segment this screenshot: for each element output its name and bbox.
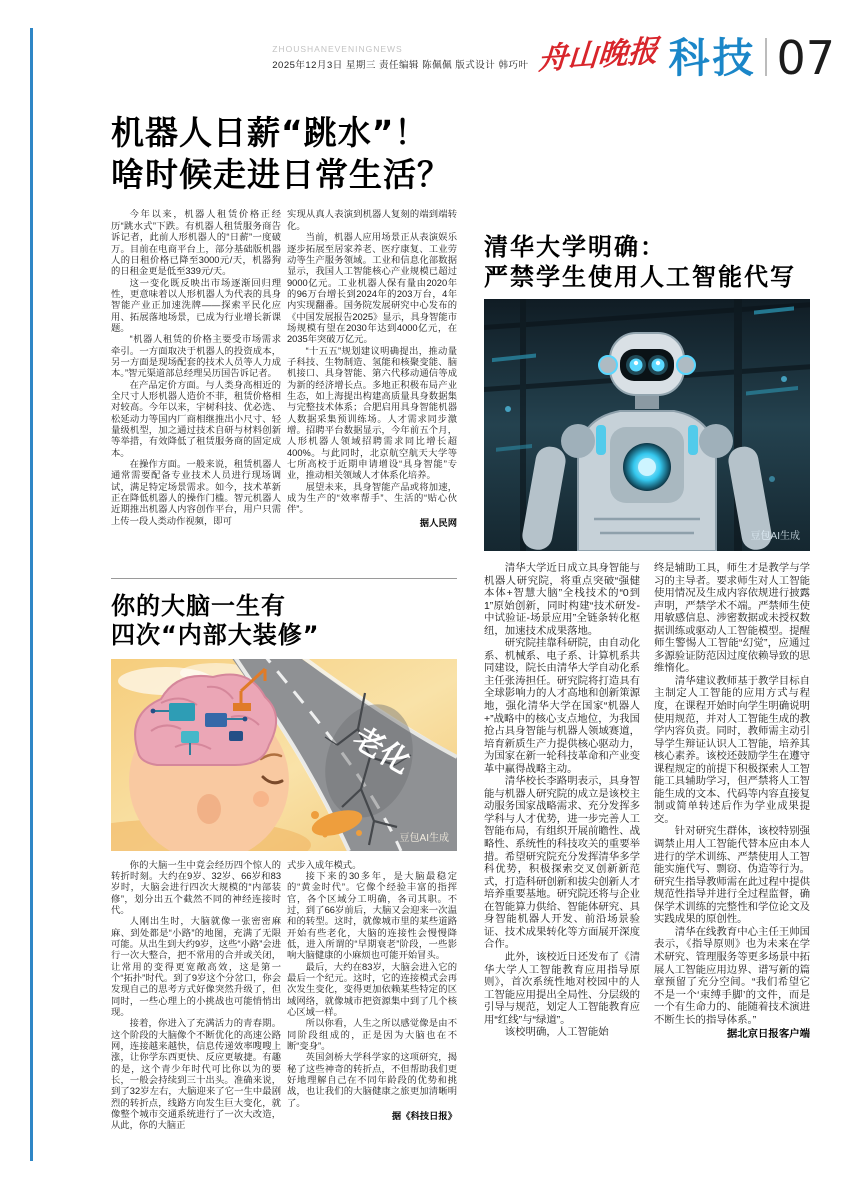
headline-line-2: 严禁学生使用人工智能代写	[484, 263, 796, 291]
page-number-divider	[765, 38, 767, 76]
ear	[197, 794, 221, 824]
paragraph: 终是辅助工具，师生才是教学与学习的主导者。要求师生对人工智能使用情况及生成内容依规进行披露声明，严禁学术不端。严禁师生使用敏感信息、涉密数据或未授权数据训练或驱动人工智能模型。提醒师生警惕人工智能“幻觉”，应通过多源验证防范因过度依赖导致的思维惰化。	[654, 563, 810, 675]
paragraph: “十五五”规划建议明确提出，推动量子科技、生物制造、氢能和核聚变能、脑机接口、具身智能、第六代移动通信等成为新的经济增长点。多地正积极布局产业生态，如上海提出构建高质量具身数据集与完整技术体系；合肥启用具身智能机器人数据采集预训练场。人才需求同步激增。招聘平台数据显示，今年前五个月，人形机器人领域招聘需求同比增长超400%。与此同时，北京航空航天大学等七所高校于近期申请增设“具身智能”专业，推动相关领域人才体系化培养。	[287, 345, 457, 481]
brain-illustration	[111, 659, 457, 851]
article-tsinghua-ai-ban	[484, 232, 810, 1042]
robot-ear-pod	[599, 356, 617, 374]
paragraph: 清华建议教师基于教学目标自主制定人工智能的应用方式与程度，在课程开始时向学生明确说明使用规范，并对人工智能生成的教学内容负责。同时，教师需主动引导学生辩证认识人工智能，培养其核心素养。该校还鼓励学生在遵守课程规定的前提下积极探索人工智能工具辅助学习，但严禁将人工智能生成的文本、代码等内容直接复制或简单转述后作为学业成果提交。	[654, 675, 810, 825]
paragraph: 在操作方面。一般来说，租赁机器人通常需要配备专业技术人员进行现场调试，满足特定场景需求。如今，技术革新正在降低机器人的操作门槛。智元机器人近期推出机器人内容创作平台，用户只需上传一段人类动作视频，即可	[111, 459, 281, 526]
page-header	[272, 30, 835, 85]
robot-eye-highlight	[634, 361, 638, 365]
ai-generated-caption: 豆包AI生成	[750, 531, 800, 542]
paragraph: 针对研究生群体，该校特别强调禁止用人工智能代替本应由本人进行的学术训练、严禁使用人工智能实施代写、剽窃、伪造等行为。研究生指导教师需在此过程中提供规范性指导并进行全过程监督，确保学术训练的完整性和学位论文及实践成果的原创性。	[654, 826, 810, 926]
body-column-2	[654, 563, 810, 1042]
article-robot-rental-headline	[111, 112, 457, 196]
headline-line-2: 四次“内部大装修”	[111, 621, 320, 650]
paragraph: 清华在线教育中心主任王帅国表示，《指导原则》也为未来在学术研究、管理服务等更多场景中拓展人工智能应用边界、谱写新的篇章预留了充分空间。“我们希望它不是一个‘束缚手脚’的文件，而是一个有生命力的、能随着技术演进不断生长的指导体系。”	[654, 926, 810, 1026]
paragraph: 所以你看，人生之所以感觉像是由不同阶段组成的，正是因为大脑也在不断“变身”。	[287, 1018, 457, 1052]
headline-line-2: 啥时候走进日常生活？	[111, 155, 451, 195]
paragraph: 在产品定价方面。与人类身高相近的全尺寸人形机器人造价不菲，租赁价格相对较高。今年以来，宇树科技、优必选、松延动力等国内厂商相继推出小尺寸、轻量级机型，加之通过技术自研与材料创新等举措，有效降低了租赁服务商的固定成本。	[111, 379, 281, 458]
robot-photo-illustration	[484, 299, 810, 551]
body-column-1	[111, 860, 281, 1132]
body-column-2	[287, 860, 457, 1132]
paragraph: 实现从真人表演到机器人复刻的端到端转化。	[287, 209, 457, 231]
paragraph: 式步入成年模式。	[287, 859, 362, 870]
paragraph: 研究院挂靠科研院，由自动化系、机械系、电子系、计算机系共同建设，院长由清华大学自动化系主任张涛担任。研究院将打造具有全球影响力的人才高地和创新策源地，强化清华大学在国家“机器人+”战略中的核心支点地位，为我国抢占具身智能与机器人领域赛道，培育新质生产力提供核心驱动力，为国家在新一轮科技革命和产业变革中赢得战略主动。	[484, 638, 640, 775]
headline-line-1: 你的大脑一生有	[111, 592, 286, 620]
header-meta	[272, 44, 528, 78]
paragraph: 英国剑桥大学科学家的这项研究，揭秘了这些神奇的转折点，不但帮助我们更好地理解自己在不同年龄段的优势和挑战，也让我们的大脑健康之旅更加清晰明了。	[287, 1052, 457, 1108]
paragraph: 你的大脑一生中竟会经历四个惊人的转折时刻。大约在9岁、32岁、66岁和83岁时，大脑会进行四次大规模的“内部装修”，划分出五个截然不同的神经连接时代。	[111, 859, 281, 915]
robot-eye-highlight	[656, 361, 660, 365]
ai-generated-caption: 豆包AI生成	[399, 832, 449, 844]
article-body	[111, 860, 457, 1132]
section-title: 科技	[668, 35, 757, 82]
article-tsinghua-headline	[484, 232, 810, 292]
paragraph: 清华大学近日成立具身智能与机器人研究院，将重点突破“强健本体+智慧大脑”全栈技术的“0到1”原始创新，同时构建“技术研发-中试验证-场景应用”全链条转化枢纽，加速技术成果落地。	[484, 563, 640, 637]
headline-line-1: 清华大学明确：	[484, 233, 666, 261]
paragraph: 当前，机器人应用场景正从表演娱乐逐步拓展至居家养老、医疗康复、工业劳动等生产服务领域。工业和信息化部数据显示，我国人工智能核心产业规模已超过9000亿元。工业机器人保有量由2020年的96万台增长到2024年的203万台，4年内实现翻番。国务院发展研究中心发布的《中国发展报告2025》显示，具身智能市场规模有望在2030年达到4000亿元，在2035年突破万亿元。	[287, 232, 457, 345]
body-column-2	[287, 209, 457, 529]
masthead-logo: 舟山晚报	[537, 33, 660, 78]
robot-shoulder-joint	[699, 424, 733, 458]
article-robot-rental	[111, 112, 457, 529]
article-divider-line	[111, 578, 457, 579]
headline-line-1: 机器人日薪“跳水”！	[111, 113, 429, 152]
robot-rim-light	[688, 425, 698, 455]
paragraph: 接着，你进入了充满活力的青春期。这个阶段的大脑像个不断优化的高速公路网，连接越来越快，信息传递效率嗖嗖上涨，让你学东西更快、反应更敏捷。有趣的是，这个青少年时代可比你以为的要长，一般会持续到三十出头。准确来说，到了32岁左右，大脑迎来了它一生中最剧烈的转折点，线路方向发生巨大变化，就像整个城市交通系统进行了一次大改造，从此，你的大脑正	[111, 1018, 281, 1131]
article-body	[484, 563, 810, 1042]
body-column-1	[111, 209, 281, 529]
cheek-blush	[253, 791, 269, 807]
source-credit: 据人民网	[419, 517, 457, 528]
paragraph: 这一变化既反映出市场逐渐回归理性，更意味着以人形机器人为代表的具身智能产业正加速洗牌——探索平民化应用、拓展落地场景，已成为行业增长新课题。	[111, 277, 281, 333]
body-column-1	[484, 563, 640, 1042]
aging-label: 老化	[347, 721, 416, 780]
robot-shoulder-joint	[561, 424, 595, 458]
page-number: 07	[776, 30, 835, 85]
paragraph: 该校明确，人工智能始	[504, 1027, 609, 1039]
left-accent-bar	[30, 28, 33, 1161]
paragraph: “机器人租赁的价格主要受市场需求牵引。一方面取决于机器人的投资成本，另一方面是现场配套的技术人员等人力成本。”智元渠道部总经理吴历国告诉记者。	[111, 334, 281, 379]
robot-rim-light	[596, 425, 606, 455]
dateline: 2025年12月3日 星期三 责任编辑 陈佩佩 版式设计 韩巧叶	[272, 60, 529, 71]
article-brain-headline	[111, 592, 457, 651]
paragraph: 此外，该校近日还发布了《清华大学人工智能教育应用指导原则》，首次系统性地对校园中的人工智能应用提出全局性、分层级的引导与规范，划定人工智能教育应用“红线”与“绿道”。	[484, 951, 640, 1026]
paragraph: 今年以来，机器人租赁价格正经历“跳水式”下跌。有机器人租赁服务商告诉记者，此前人形机器人的“日薪”一度破万。目前在电商平台上，部分基础版机器人的日租价格已降至3000元/天，机器狗的日租金更是低至339元/天。	[111, 209, 281, 277]
robot-ear-pod	[677, 356, 695, 374]
article-body	[111, 209, 457, 529]
source-credit: 据《科技日报》	[391, 1111, 457, 1122]
masthead-english: ZHOUSHANEVENINGNEWS	[272, 44, 403, 54]
paragraph: 最后，大约在83岁，大脑会进入它的最后一个纪元。这时，它的连接模式会再次发生变化，变得更加依赖某些特定的区域网络，就像城市把资源集中到了几个核心区域一样。	[287, 961, 457, 1017]
paragraph: 展望未来，具身智能产品或将加速，成为生产的“效率帮手”、生活的“贴心伙伴”。	[287, 481, 457, 515]
robot-core-center	[638, 458, 656, 476]
article-brain-renovation	[111, 592, 457, 1132]
source-credit: 据北京日报客户端	[726, 1029, 810, 1041]
paragraph: 清华校长李路明表示，具身智能与机器人研究院的成立是该校主动服务国家战略需求、充分发挥多学科与人才优势，进一步完善人工智能布局，有组织开展前瞻性、战略性、系统性的科技攻关的重要举措。希望研究院充分发挥清华多学科优势，积极探索交叉创新新范式，打造科研创新和拔尖创新人才培养重要基地。研究院还将与企业在智能算力供给、智能体研究、具身智能机器人开发、前沿场景验证、技术成果转化等方面展开深度合作。	[484, 776, 640, 951]
paragraph: 人刚出生时，大脑就像一张密密麻麻、到处都是“小路”的地图，充满了无限可能。从出生到大约9岁，这些“小路”会进行一次大整合，把不常用的合并或关闭，让常用的变得更宽敞高效，这是第一个“拓扑”时代。到了9岁这个分岔口，你会发现自己的思考方式好像突然升级了，但同时，一些心理上的小挑战也可能悄悄出现。	[111, 916, 281, 1017]
paragraph: 接下来的30多年，是大脑最稳定的“黄金时代”。它像个经验丰富的指挥官，各个区域分工明确，各司其职。不过，到了66岁前后，大脑又会迎来一次温和的转型。这时，就像城市里的某些道路开始有些老化，大脑的连接性会慢慢降低，进入所谓的“早期衰老”阶段，一些影响大脑健康的小麻烦也可能开始冒头。	[287, 870, 457, 961]
